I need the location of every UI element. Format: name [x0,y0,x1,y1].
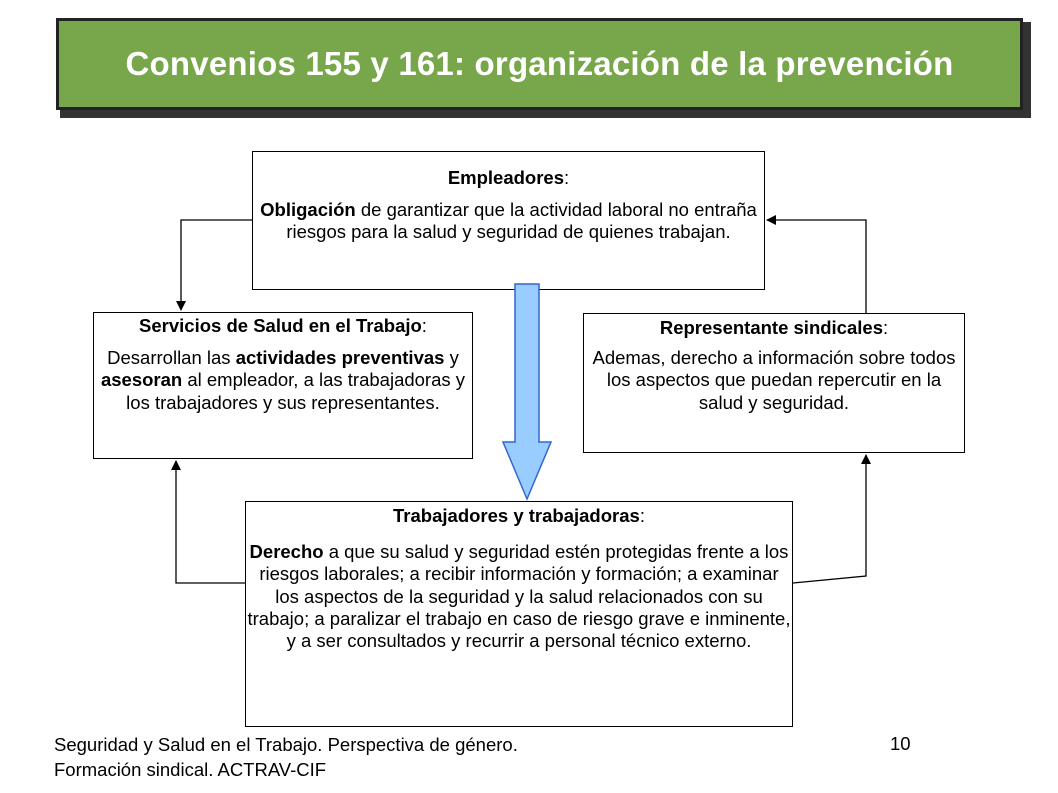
representantes-body: Ademas, derecho a información sobre todos los aspectos que puedan repercutir en la salud y seguridad. [592,347,956,413]
empleadores-body-bold: Obligación [260,199,356,221]
representantes-heading-text: Representante sindicales [659,317,883,338]
servicios-text-1: Desarrollan las [107,347,236,369]
footer-line-1: Seguridad y Salud en el Trabajo. Perspectiva de género. [54,734,518,755]
empleadores-heading-text: Empleadores [447,167,565,188]
trabajadores-body-text: a que su salud y seguridad estén protegidas frente a los riesgos laborales; a recibir información y formación; a examinar los aspectos de la seguridad y la salud relacionados con su trabajo; a paralizar el trabajo en caso de riesgo grave e inminente, y a ser consultados y recurrir a personal técnico externo. [247,541,791,651]
trabajadores-heading-colon: : [639,505,645,526]
servicios-heading-colon: : [421,315,427,336]
servicios-heading-text: Servicios de Salud en el Trabajo [139,315,422,336]
page-title: Convenios 155 y 161: organización de la prevención [125,45,954,82]
footer-line-2: Formación sindical. ACTRAV-CIF [54,758,327,780]
representantes-heading-colon: : [882,317,889,338]
trabajadores-body-bold: Derecho [249,541,324,563]
servicios-text-2: y [444,347,459,369]
servicios-bold-1: actividades preventivas [235,347,445,369]
page-number: 10 [890,733,911,754]
empleadores-heading-colon: : [564,167,570,188]
footer [54,733,518,782]
servicios-bold-2: asesoran [100,369,183,391]
trabajadores-heading-text: Trabajadores y trabajadoras [393,505,640,526]
big-down-arrow [503,284,551,499]
empleadores-body-text: de garantizar que la actividad laboral no entraña riesgos para la salud y seguridad de quienes trabajan. [286,199,757,243]
servicios-text-3: al empleador, a las trabajadoras y los trabajadores y sus representantes. [126,369,466,413]
